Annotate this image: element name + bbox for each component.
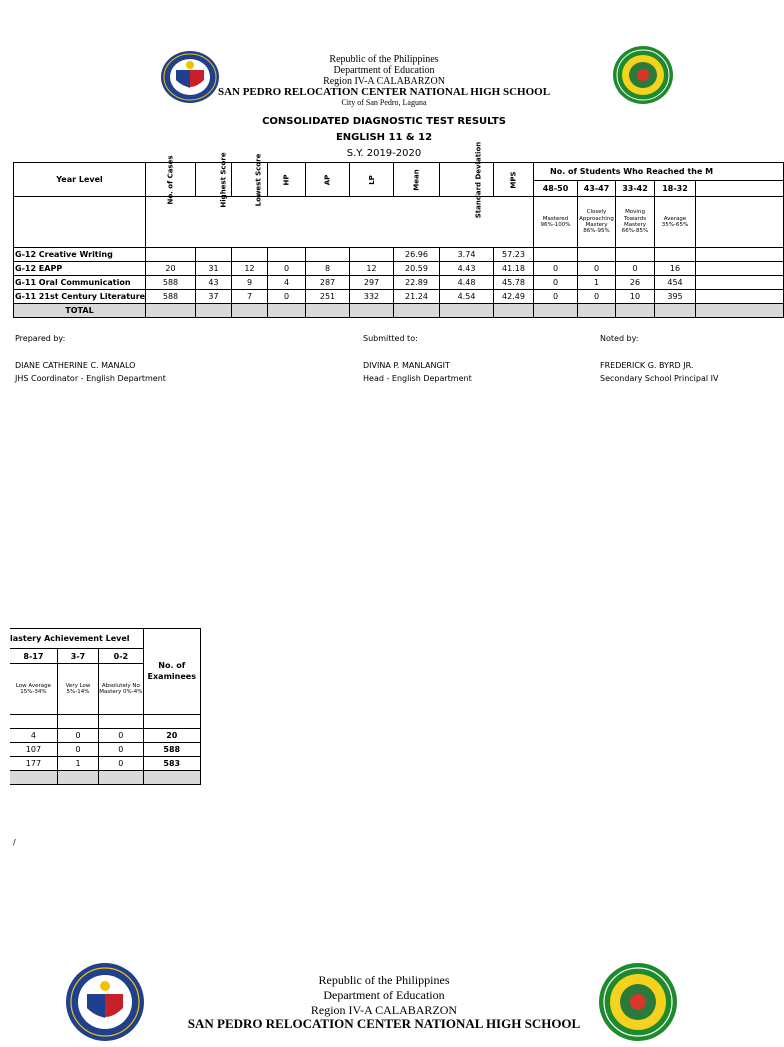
table-cell: 26.96	[394, 248, 440, 262]
noted-by-label: Noted by:	[600, 334, 639, 343]
table-cell: 20	[146, 262, 196, 276]
total-cell	[306, 304, 350, 318]
submitted-to-label: Submitted to:	[363, 334, 418, 343]
table-cell: 0	[534, 276, 578, 290]
table-cell	[616, 248, 655, 262]
range-18-32: 18-32	[655, 181, 696, 197]
table-cell	[268, 248, 306, 262]
table-row	[14, 290, 784, 304]
table-cell: 10	[616, 290, 655, 304]
table-cell	[306, 248, 350, 262]
table-cell: 8	[306, 262, 350, 276]
table-cell: 37	[196, 290, 232, 304]
total-cell	[494, 304, 534, 318]
table-cell: 454	[655, 276, 696, 290]
header-ap: AP	[306, 163, 350, 197]
header-city: City of San Pedro, Laguna	[341, 98, 427, 107]
table-cell	[696, 262, 784, 276]
total-cell	[146, 304, 196, 318]
header-region: Region IV-A CALABARZON	[323, 76, 445, 87]
table-cell: 9	[232, 276, 268, 290]
table-cell: 583	[143, 757, 200, 771]
report-subject: ENGLISH 11 & 12	[335, 132, 433, 143]
table-cell: 3.74	[440, 248, 494, 262]
table-cell: 4	[10, 729, 57, 743]
table-cell: 12	[232, 262, 268, 276]
header-school-name: SAN PEDRO RELOCATION CENTER NATIONAL HIGH SCHOOL	[217, 86, 551, 98]
table-cell: 332	[350, 290, 394, 304]
table-cell	[57, 715, 98, 729]
table-cell: 0	[57, 743, 98, 757]
table-cell: 26	[616, 276, 655, 290]
table-cell: 42.49	[494, 290, 534, 304]
table-cell: 0	[616, 262, 655, 276]
table-cell	[146, 248, 196, 262]
mastery-level-header: lastery Achievement Level	[10, 629, 143, 649]
table-cell: 0	[268, 262, 306, 276]
table-cell: 31	[196, 262, 232, 276]
table-cell	[696, 290, 784, 304]
mastery-continuation-table	[10, 628, 201, 785]
table-cell: 0	[99, 729, 143, 743]
table-row	[14, 262, 784, 276]
total-cell	[534, 304, 578, 318]
total-cell	[616, 304, 655, 318]
submitted-to-title: Head - English Department	[363, 374, 472, 383]
range-3-7: 3-7	[57, 649, 98, 664]
table-cell: 588	[146, 290, 196, 304]
table-cell	[696, 248, 784, 262]
range-8-17: 8-17	[10, 649, 57, 664]
table-cell: 4	[268, 276, 306, 290]
desc-average: Average 35%-65%	[655, 197, 696, 248]
table-cell: 588	[146, 276, 196, 290]
table-cell: 0	[268, 290, 306, 304]
table-cell	[578, 248, 616, 262]
table-cell: 251	[306, 290, 350, 304]
table-cell	[696, 276, 784, 290]
table-cell: 0	[578, 262, 616, 276]
table-cell: 297	[350, 276, 394, 290]
header-lowest-score: Lowest Score	[232, 163, 268, 197]
table-cell: 588	[143, 743, 200, 757]
desc-low-average: Low Average 15%-34%	[10, 664, 57, 715]
prepared-by-name: DIANE CATHERINE C. MANALO	[15, 361, 136, 370]
table-cell	[143, 715, 200, 729]
total-cell	[196, 304, 232, 318]
total-cell	[394, 304, 440, 318]
desc-very-low: Very Low 5%-14%	[57, 664, 98, 715]
header-no-of-cases: No. of Cases	[146, 163, 196, 197]
total-cell	[350, 304, 394, 318]
table-cell: 0	[578, 290, 616, 304]
desc-blank	[696, 197, 784, 248]
table-cell: 41.18	[494, 262, 534, 276]
table-cell: 4.48	[440, 276, 494, 290]
table-cell: 20	[143, 729, 200, 743]
report-title: CONSOLIDATED DIAGNOSTIC TEST RESULTS	[262, 116, 506, 127]
row-label: G-11 21st Century Literature	[14, 290, 146, 304]
desc-closely-approaching: Closely Approaching Mastery 86%-95%	[578, 197, 616, 248]
table-cell: 45.78	[494, 276, 534, 290]
row-label: G-12 Creative Writing	[14, 248, 146, 262]
table-row	[10, 715, 201, 729]
prepared-by-label: Prepared by:	[15, 334, 66, 343]
table-row	[14, 248, 784, 262]
bottom-header-republic: Republic of the Philippines	[318, 973, 450, 987]
submitted-to-name: DIVINA P. MANLANGIT	[363, 361, 450, 370]
total-cell	[232, 304, 268, 318]
table-cell	[10, 715, 57, 729]
header-hp: HP	[268, 163, 306, 197]
continuation-table-wrapper	[12, 628, 202, 788]
header-mps: MPS	[494, 163, 534, 197]
header-mean: Mean	[394, 163, 440, 197]
table-row	[10, 729, 201, 743]
range-blank	[696, 181, 784, 197]
range-43-47: 43-47	[578, 181, 616, 197]
row-label: G-11 Oral Communication	[14, 276, 146, 290]
table-cell: 4.54	[440, 290, 494, 304]
bottom-header-school-name: SAN PEDRO RELOCATION CENTER NATIONAL HIGH SCHOOL	[187, 1016, 581, 1031]
table-cell	[232, 248, 268, 262]
table-cell: 1	[57, 757, 98, 771]
table-cell: 7	[232, 290, 268, 304]
table-cell: 43	[196, 276, 232, 290]
table-cell: 21.24	[394, 290, 440, 304]
bottom-header-department: Department of Education	[323, 988, 445, 1002]
header-students-reached: No. of Students Who Reached the M	[534, 163, 784, 181]
header-republic: Republic of the Philippines	[329, 54, 439, 65]
cont-total-cell	[10, 771, 57, 785]
table-row	[10, 757, 201, 771]
total-cell	[440, 304, 494, 318]
table-cell: 107	[10, 743, 57, 757]
row-label: G-12 EAPP	[14, 262, 146, 276]
table-cell: 20.59	[394, 262, 440, 276]
table-cell: 177	[10, 757, 57, 771]
total-label: TOTAL	[14, 304, 146, 318]
table-cell	[655, 248, 696, 262]
report-school-year: S.Y. 2019-2020	[346, 148, 422, 159]
stray-mark: /	[13, 838, 16, 847]
table-cell: 22.89	[394, 276, 440, 290]
examinees-header: No. of Examinees	[143, 629, 200, 715]
table-row	[14, 276, 784, 290]
table-cell: 57.23	[494, 248, 534, 262]
total-cell	[655, 304, 696, 318]
desc-mastered: Mastered 96%-100%	[534, 197, 578, 248]
header-year-level: Year Level	[14, 163, 146, 197]
table-cell	[99, 715, 143, 729]
header-highest-score: Highest Score	[196, 163, 232, 197]
table-cell: 0	[534, 290, 578, 304]
cont-total-cell	[143, 771, 200, 785]
table-cell: 395	[655, 290, 696, 304]
cont-total-cell	[99, 771, 143, 785]
table-cell	[534, 248, 578, 262]
table-cell	[350, 248, 394, 262]
total-cell	[578, 304, 616, 318]
table-cell: 0	[57, 729, 98, 743]
table-cell: 0	[99, 757, 143, 771]
range-0-2: 0-2	[99, 649, 143, 664]
range-33-42: 33-42	[616, 181, 655, 197]
desc-moving-towards: Moving Towards Mastery 66%-85%	[616, 197, 655, 248]
table-cell: 0	[534, 262, 578, 276]
table-cell: 1	[578, 276, 616, 290]
table-cell: 12	[350, 262, 394, 276]
table-cell: 4.43	[440, 262, 494, 276]
header-department: Department of Education	[333, 65, 435, 76]
header-standard-deviation: Standard Deviation	[440, 163, 494, 197]
table-cell: 16	[655, 262, 696, 276]
bottom-header-region: Region IV-A CALABARZON	[310, 1003, 458, 1017]
noted-by-title: Secondary School Principal IV	[600, 374, 719, 383]
header-year-level-extended	[14, 197, 146, 248]
table-row	[10, 743, 201, 757]
total-cell	[268, 304, 306, 318]
cont-total-cell	[57, 771, 98, 785]
table-cell	[196, 248, 232, 262]
desc-no-mastery: Absolutely No Mastery 0%-4%	[99, 664, 143, 715]
table-cell: 287	[306, 276, 350, 290]
prepared-by-title: JHS Coordinator - English Department	[15, 374, 166, 383]
noted-by-name: FREDERICK G. BYRD JR.	[600, 361, 694, 370]
header-lp: LP	[350, 163, 394, 197]
range-48-50: 48-50	[534, 181, 578, 197]
table-cell: 0	[99, 743, 143, 757]
total-cell	[696, 304, 784, 318]
